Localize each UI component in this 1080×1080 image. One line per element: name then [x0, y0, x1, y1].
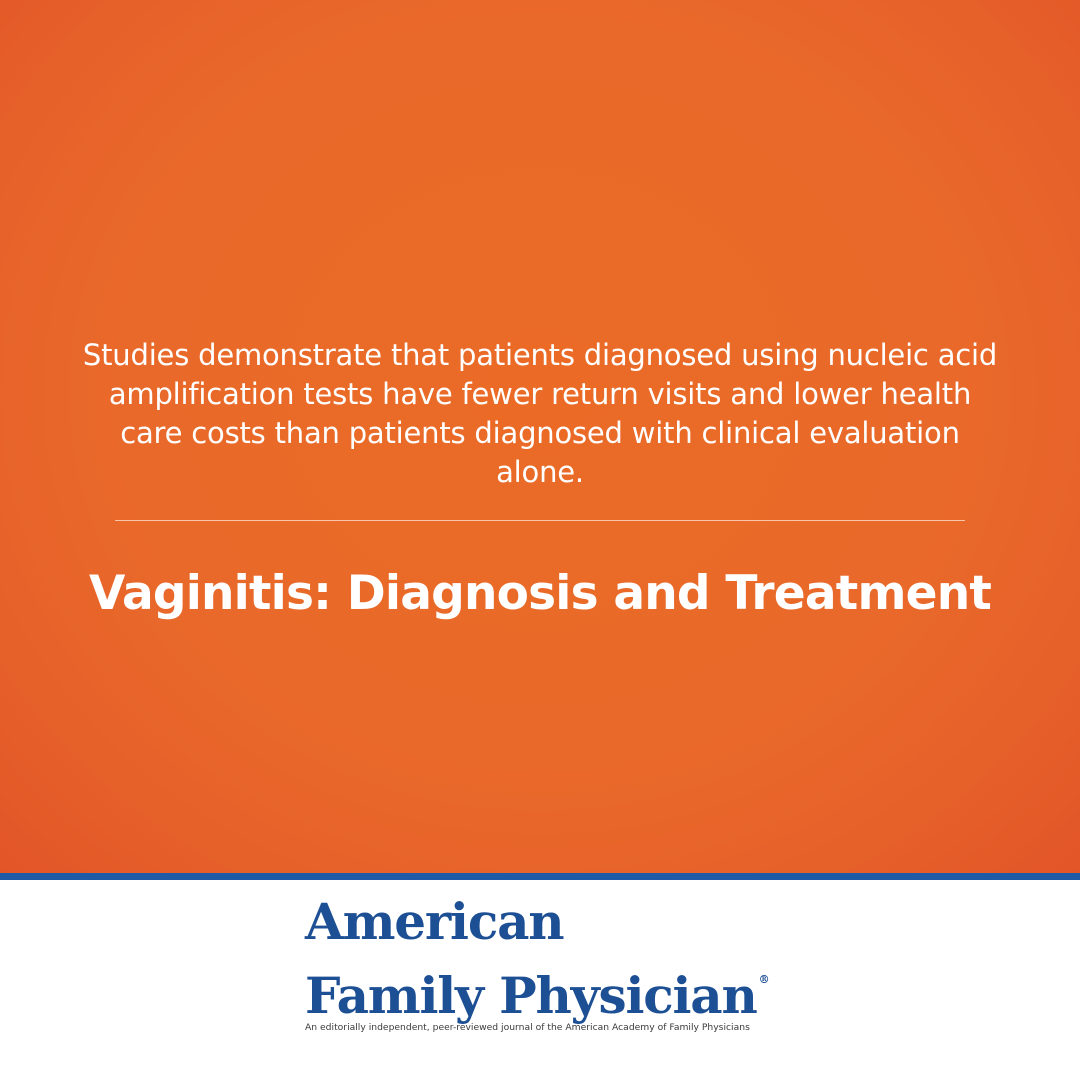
- journal-logo: [305, 893, 825, 1025]
- journal-tagline: An editorially independent, peer-reviewed journal of the American Academy of Family Physicians: [305, 1022, 750, 1033]
- registered-mark: ®: [758, 973, 770, 986]
- blue-rule: [0, 873, 1080, 880]
- logo-line-family-physician: [305, 951, 825, 1025]
- divider-line: [115, 520, 965, 521]
- quote-text: Studies demonstrate that patients diagnosed using nucleic acid amplification tests have fewer return visits and lower health care costs than patients diagnosed with clinical evaluation alone.: [82, 338, 998, 489]
- logo-line2-text: Family Physician: [305, 966, 757, 1025]
- logo-line-american: American: [305, 892, 564, 951]
- article-title: Vaginitis: Diagnosis and Treatment: [88, 566, 992, 621]
